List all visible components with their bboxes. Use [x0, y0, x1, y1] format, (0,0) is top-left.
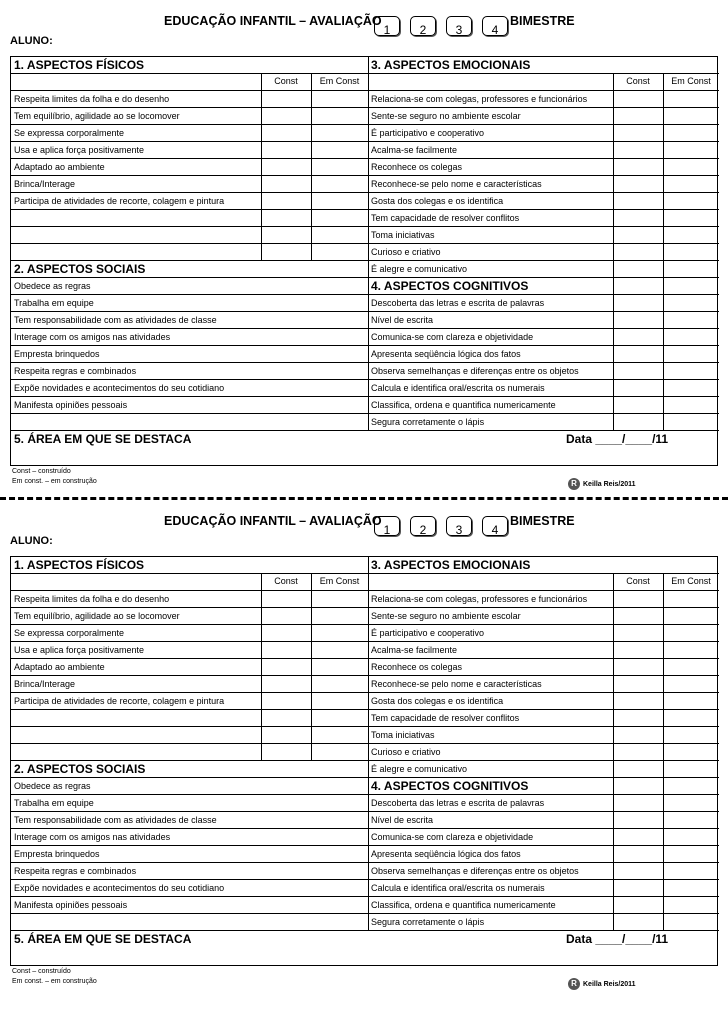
evaluation-form-2 — [0, 500, 728, 1000]
emocionais-item[interactable]: É participativo e cooperativo — [368, 625, 719, 642]
col-emconst-right: Em Const — [671, 76, 711, 86]
fisicos-item[interactable]: Respeita limites da folha e do desenho — [11, 591, 368, 608]
fisicos-item[interactable]: Participa de atividades de recorte, colagem e pintura — [11, 693, 368, 710]
col-divider-left — [311, 574, 312, 761]
col-const-right: Const — [626, 76, 650, 86]
cognitivos-item[interactable]: Apresenta seqüência lógica dos fatos — [368, 346, 719, 363]
page-title: EDUCAÇÃO INFANTIL – AVALIAÇÃO — [164, 514, 382, 528]
bimester-box-4[interactable]: 4 — [482, 16, 508, 36]
fisicos-item[interactable]: Se expressa corporalmente — [11, 125, 368, 142]
divider-center — [368, 57, 369, 431]
date-field[interactable]: Data ____/____/11 — [566, 932, 669, 946]
blank-row — [11, 914, 368, 931]
emocionais-item[interactable]: Sente-se seguro no ambiente escolar — [368, 108, 719, 125]
sociais-item[interactable]: Expõe novidades e acontecimentos do seu cotidiano — [11, 380, 368, 397]
credit-text: Keilla Reis/2011 — [583, 480, 636, 488]
emocionais-item[interactable]: Gosta dos colegas e os identifica — [368, 193, 719, 210]
fisicos-item[interactable]: Adaptado ao ambiente — [11, 159, 368, 176]
bimestre-label: BIMESTRE — [510, 514, 575, 528]
section-fisicos-title: 1. ASPECTOS FÍSICOS — [14, 58, 145, 72]
fisicos-item[interactable]: Tem equilíbrio, agilidade ao se locomover — [11, 608, 368, 625]
emocionais-item[interactable]: Tem capacidade de resolver conflitos — [368, 710, 719, 727]
emocionais-item[interactable]: Toma iniciativas — [368, 727, 719, 744]
bimester-box-2[interactable]: 2 — [410, 516, 436, 536]
fisicos-item[interactable]: Brinca/Interage — [11, 676, 368, 693]
emocionais-item[interactable]: Tem capacidade de resolver conflitos — [368, 210, 719, 227]
section-destaca-title: 5. ÁREA EM QUE SE DESTACA — [14, 932, 192, 946]
emocionais-item[interactable]: Reconhece-se pelo nome e características — [368, 676, 719, 693]
registered-icon: R — [568, 978, 580, 990]
section-sociais-title: 2. ASPECTOS SOCIAIS — [14, 262, 146, 276]
emocionais-item[interactable]: Gosta dos colegas e os identifica — [368, 693, 719, 710]
section-emocionais-title: 3. ASPECTOS EMOCIONAIS — [371, 558, 531, 572]
cognitivos-item[interactable]: Calcula e identifica oral/escrita os numerais — [368, 380, 719, 397]
emocionais-item[interactable]: Acalma-se facilmente — [368, 642, 719, 659]
sociais-item[interactable]: Trabalha em equipe — [11, 295, 368, 312]
page-title: EDUCAÇÃO INFANTIL – AVALIAÇÃO — [164, 14, 382, 28]
col-emconst-left: Em Const — [319, 76, 360, 86]
cognitivos-item[interactable]: Observa semelhanças e diferenças entre os objetos — [368, 363, 719, 380]
blank-row — [11, 744, 368, 761]
sociais-item[interactable]: Interage com os amigos nas atividades — [11, 329, 368, 346]
col-divider-right — [663, 574, 664, 931]
emocionais-item[interactable]: É alegre e comunicativo — [368, 261, 719, 278]
aluno-label: ALUNO: — [10, 35, 53, 47]
emocionais-item[interactable]: Curioso e criativo — [368, 744, 719, 761]
sociais-item[interactable]: Obedece as regras — [11, 778, 368, 795]
emocionais-item[interactable]: Acalma-se facilmente — [368, 142, 719, 159]
cognitivos-item[interactable]: Nível de escrita — [368, 812, 719, 829]
sociais-item[interactable]: Interage com os amigos nas atividades — [11, 829, 368, 846]
sociais-item[interactable]: Manifesta opiniões pessoais — [11, 897, 368, 914]
cognitivos-item[interactable]: Comunica-se com clareza e objetividade — [368, 829, 719, 846]
col-emconst-right: Em Const — [671, 576, 711, 586]
cognitivos-item[interactable]: Calcula e identifica oral/escrita os numerais — [368, 880, 719, 897]
legend-line-2: Em const. – em construção — [12, 978, 97, 985]
col-divider-right — [613, 74, 614, 431]
sociais-item[interactable]: Expõe novidades e acontecimentos do seu cotidiano — [11, 880, 368, 897]
bimester-box-1[interactable]: 1 — [374, 516, 400, 536]
section-destaca-title: 5. ÁREA EM QUE SE DESTACA — [14, 432, 192, 446]
sociais-item[interactable]: Empresta brinquedos — [11, 846, 368, 863]
blank-row — [11, 710, 368, 727]
sociais-item[interactable]: Trabalha em equipe — [11, 795, 368, 812]
blank-row — [11, 244, 368, 261]
aluno-label: ALUNO: — [10, 535, 53, 547]
credit — [568, 978, 636, 990]
cognitivos-item[interactable]: Descoberta das letras e escrita de palavras — [368, 295, 719, 312]
sociais-item[interactable]: Tem responsabilidade com as atividades de classe — [11, 312, 368, 329]
sociais-item[interactable]: Tem responsabilidade com as atividades de classe — [11, 812, 368, 829]
cognitivos-item[interactable]: Comunica-se com clareza e objetividade — [368, 329, 719, 346]
sociais-item[interactable]: Empresta brinquedos — [11, 346, 368, 363]
fisicos-item[interactable]: Se expressa corporalmente — [11, 625, 368, 642]
bimester-box-3[interactable]: 3 — [446, 16, 472, 36]
emocionais-item[interactable]: Reconhece os colegas — [368, 659, 719, 676]
emocionais-item[interactable]: Curioso e criativo — [368, 244, 719, 261]
cognitivos-item[interactable]: Segura corretamente o lápis — [368, 414, 719, 431]
date-field[interactable]: Data ____/____/11 — [566, 432, 669, 446]
bimester-box-4[interactable]: 4 — [482, 516, 508, 536]
emocionais-item[interactable]: Relaciona-se com colegas, professores e funcionários — [368, 91, 719, 108]
col-divider-left — [261, 74, 262, 261]
section-fisicos-title: 1. ASPECTOS FÍSICOS — [14, 558, 145, 572]
col-emconst-left: Em Const — [319, 576, 360, 586]
col-divider-left — [261, 574, 262, 761]
fisicos-item[interactable]: Respeita limites da folha e do desenho — [11, 91, 368, 108]
sociais-item[interactable]: Obedece as regras — [11, 278, 368, 295]
emocionais-item[interactable]: Sente-se seguro no ambiente escolar — [368, 608, 719, 625]
emocionais-item[interactable]: Relaciona-se com colegas, professores e funcionários — [368, 591, 719, 608]
credit-text: Keilla Reis/2011 — [583, 980, 636, 988]
evaluation-form-1 — [0, 0, 728, 500]
fisicos-item[interactable]: Usa e aplica força positivamente — [11, 142, 368, 159]
fisicos-item[interactable]: Tem equilíbrio, agilidade ao se locomover — [11, 108, 368, 125]
cognitivos-item[interactable]: Classifica, ordena e quantifica numericamente — [368, 897, 719, 914]
blank-row — [11, 210, 368, 227]
bimester-box-3[interactable]: 3 — [446, 516, 472, 536]
emocionais-item[interactable]: É alegre e comunicativo — [368, 761, 719, 778]
fisicos-item[interactable]: Usa e aplica força positivamente — [11, 642, 368, 659]
divider-center — [368, 557, 369, 931]
col-divider-right — [663, 74, 664, 431]
form-table — [10, 56, 718, 466]
credit — [568, 478, 636, 490]
emocionais-item[interactable]: Toma iniciativas — [368, 227, 719, 244]
bimester-box-2[interactable]: 2 — [410, 16, 436, 36]
fisicos-item[interactable]: Adaptado ao ambiente — [11, 659, 368, 676]
bimester-box-1[interactable]: 1 — [374, 16, 400, 36]
blank-row — [11, 414, 368, 431]
legend-line-2: Em const. – em construção — [12, 478, 97, 485]
section-cognitivos-title: 4. ASPECTOS COGNITIVOS — [371, 279, 529, 293]
emocionais-item[interactable]: Reconhece os colegas — [368, 159, 719, 176]
col-divider-left — [311, 74, 312, 261]
cognitivos-item[interactable]: Observa semelhanças e diferenças entre os objetos — [368, 863, 719, 880]
sociais-item[interactable]: Respeita regras e combinados — [11, 363, 368, 380]
col-const-right: Const — [626, 576, 650, 586]
col-const-left: Const — [274, 576, 298, 586]
legend-line-1: Const – construído — [12, 468, 71, 475]
cognitivos-item[interactable]: Segura corretamente o lápis — [368, 914, 719, 931]
legend-line-1: Const – construído — [12, 968, 71, 975]
cognitivos-item[interactable]: Apresenta seqüência lógica dos fatos — [368, 846, 719, 863]
blank-row — [11, 727, 368, 744]
bimestre-label: BIMESTRE — [510, 14, 575, 28]
sociais-item[interactable]: Respeita regras e combinados — [11, 863, 368, 880]
cognitivos-item[interactable]: Classifica, ordena e quantifica numericamente — [368, 397, 719, 414]
cognitivos-item[interactable]: Descoberta das letras e escrita de palavras — [368, 795, 719, 812]
col-divider-right — [613, 574, 614, 931]
emocionais-item[interactable]: Reconhece-se pelo nome e características — [368, 176, 719, 193]
emocionais-item[interactable]: É participativo e cooperativo — [368, 125, 719, 142]
section-sociais-title: 2. ASPECTOS SOCIAIS — [14, 762, 146, 776]
blank-row — [11, 227, 368, 244]
sociais-item[interactable]: Manifesta opiniões pessoais — [11, 397, 368, 414]
cognitivos-item[interactable]: Nível de escrita — [368, 312, 719, 329]
registered-icon: R — [568, 478, 580, 490]
form-table — [10, 556, 718, 966]
fisicos-item[interactable]: Brinca/Interage — [11, 176, 368, 193]
col-const-left: Const — [274, 76, 298, 86]
fisicos-item[interactable]: Participa de atividades de recorte, colagem e pintura — [11, 193, 368, 210]
section-cognitivos-title: 4. ASPECTOS COGNITIVOS — [371, 779, 529, 793]
section-emocionais-title: 3. ASPECTOS EMOCIONAIS — [371, 58, 531, 72]
